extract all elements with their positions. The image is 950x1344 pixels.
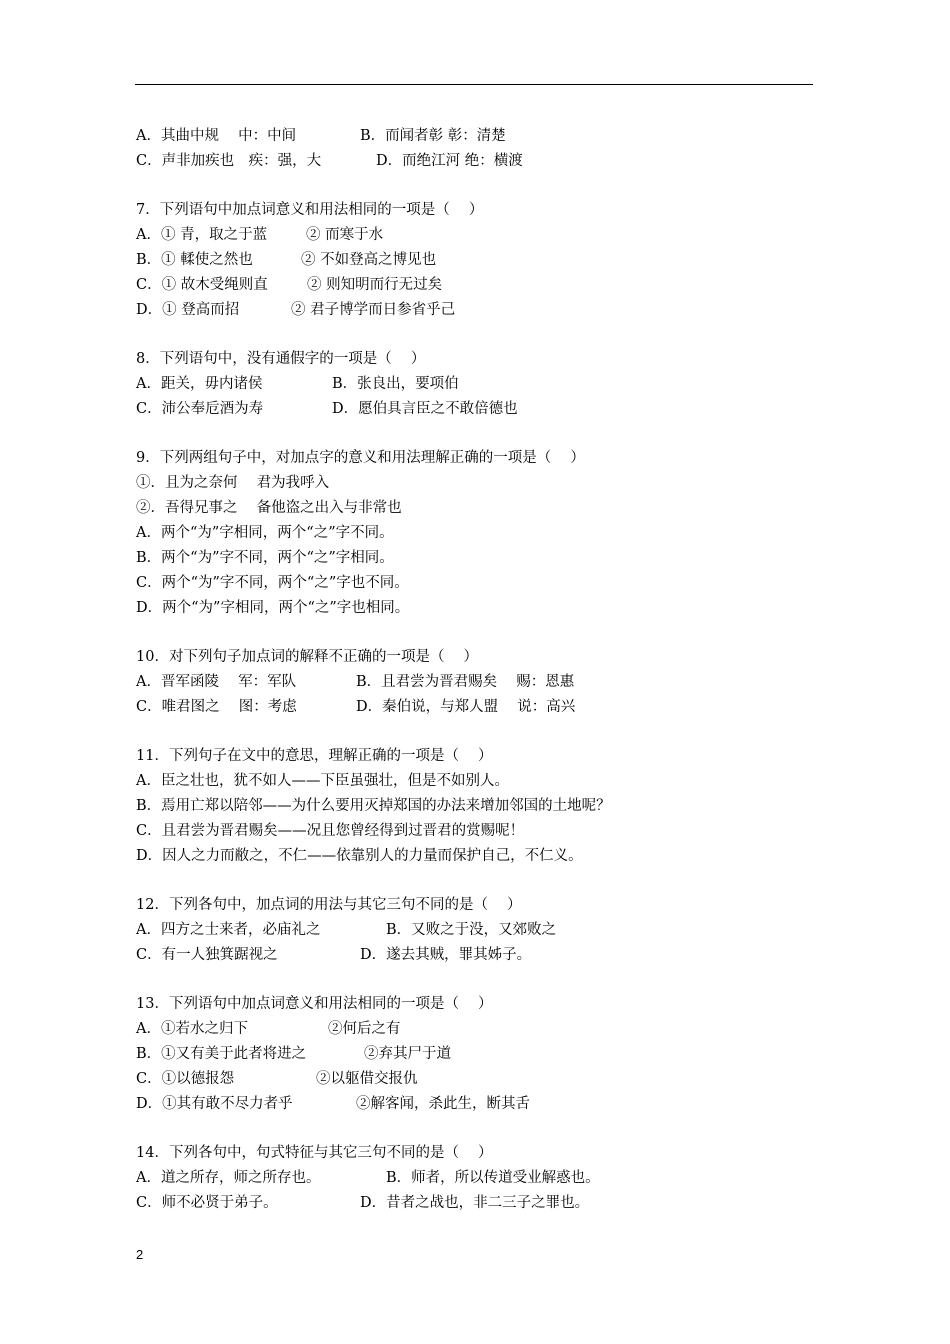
line-text: B．焉用亡郑以陪邻——为什么要用灭掉郑国的办法来增加邻国的土地呢？ [136, 798, 611, 814]
text-line [136, 471, 816, 496]
option-text: ② 而寒于水 [306, 227, 384, 243]
text-line [136, 546, 816, 571]
option-text: D．秦伯说，与郑人盟 说：高兴 [356, 699, 576, 715]
option-text: ②弃其尸于道 [364, 1046, 451, 1062]
line-text: A．四方之士来者，必庙礼之 [136, 922, 321, 938]
line-text: ①．且为之奈何 君为我呼入 [136, 475, 330, 491]
option-text: D．遂去其贼，罪其姊子。 [360, 947, 532, 963]
line-text: 10．对下列句子加点词的解释不正确的一项是（ ） [136, 649, 479, 665]
text-line [136, 918, 816, 943]
text-line [136, 1067, 816, 1092]
question-stem [136, 645, 816, 670]
document-body [136, 124, 816, 1216]
question-stem [136, 1141, 816, 1166]
line-text: C．①以德报怨 [136, 1071, 235, 1087]
option-text: ②何后之有 [328, 1021, 401, 1037]
text-line [136, 943, 816, 968]
option-text: B．张良出，要项伯 [332, 376, 459, 392]
text-line [136, 149, 816, 174]
option-text: ② 则知明而行无过矣 [307, 277, 443, 293]
line-text: A．距关，毋内诸侯 [136, 376, 263, 392]
line-text: B．①又有美于此者将进之 [136, 1046, 307, 1062]
line-text: C．师不必贤于弟子。 [136, 1195, 278, 1211]
header-rule [135, 84, 813, 85]
line-text: C．沛公奉卮酒为寿 [136, 401, 264, 417]
line-text: 8．下列语句中，没有通假字的一项是（ ） [136, 351, 426, 367]
line-text: 7．下列语句中加点词意义和用法相同的一项是（ ） [136, 202, 484, 218]
line-text: 11．下列句子在文中的意思，理解正确的一项是（ ） [136, 748, 493, 764]
option-text: D．愿伯具言臣之不敢倍德也 [332, 401, 518, 417]
text-line [136, 223, 816, 248]
text-line [136, 521, 816, 546]
question-stem [136, 893, 816, 918]
line-text: C．有一人独箕踞视之 [136, 947, 278, 963]
question-stem [136, 347, 816, 372]
text-line [136, 372, 816, 397]
text-line [136, 397, 816, 422]
line-text: 14．下列各句中，句式特征与其它三句不同的是（ ） [136, 1145, 493, 1161]
line-text: D．① 登高而招 [136, 302, 240, 318]
text-line [136, 298, 816, 323]
line-text: 13．下列语句中加点词意义和用法相同的一项是（ ） [136, 996, 493, 1012]
text-line [136, 769, 816, 794]
line-text: B．两个“为”字不同，两个“之”字相同。 [136, 550, 394, 566]
text-line [136, 695, 816, 720]
option-text: D．而绝江河 绝：横渡 [376, 153, 523, 169]
text-line [136, 819, 816, 844]
line-text: A．①若水之归下 [136, 1021, 248, 1037]
line-text: C．两个“为”字不同，两个“之”字也不同。 [136, 575, 409, 591]
line-text: D．①其有敢不尽力者乎 [136, 1096, 293, 1112]
line-text: 9．下列两组句子中，对加点字的意义和用法理解正确的一项是（ ） [136, 450, 585, 466]
text-line [136, 1166, 816, 1191]
line-text: A．① 青，取之于蓝 [136, 227, 268, 243]
option-text: ② 不如登高之博见也 [301, 252, 437, 268]
line-text: A．晋军函陵 军：军队 [136, 674, 297, 690]
line-text: A．道之所存，师之所存也。 [136, 1170, 321, 1186]
text-line [136, 670, 816, 695]
line-text: A．臣之壮也，犹不如人——下臣虽强壮，但是不如别人。 [136, 773, 509, 789]
option-text: B．师者，所以传道受业解惑也。 [386, 1170, 600, 1186]
question-stem [136, 992, 816, 1017]
option-text: B．又败之于没，又郊败之 [386, 922, 557, 938]
text-line [136, 844, 816, 869]
text-line [136, 1042, 816, 1067]
line-text: D．两个“为”字相同，两个“之”字也相同。 [136, 600, 410, 616]
text-line [136, 496, 816, 521]
text-line [136, 248, 816, 273]
option-text: D．昔者之战也，非二三子之罪也。 [360, 1195, 590, 1211]
text-line [136, 273, 816, 298]
question-stem [136, 198, 816, 223]
text-line [136, 794, 816, 819]
question-stem [136, 744, 816, 769]
option-text: ②以躯借交报仇 [316, 1071, 418, 1087]
line-text: A．两个“为”字相同，两个“之”字不同。 [136, 525, 394, 541]
text-line [136, 1092, 816, 1117]
text-line [136, 1017, 816, 1042]
line-text: A．其曲中规 中：中间 [136, 128, 297, 144]
text-line [136, 571, 816, 596]
line-text: D．因人之力而敝之，不仁——依靠别人的力量而保护自己，不仁义。 [136, 848, 583, 864]
line-text: C．① 故木受绳则直 [136, 277, 268, 293]
option-text: ②解客闻，杀此生，断其舌 [356, 1096, 530, 1112]
text-line [136, 1191, 816, 1216]
option-text: ② 君子博学而日参省乎己 [291, 302, 456, 318]
line-text: ②．吾得兄事之 备他盗之出入与非常也 [136, 500, 402, 516]
page-number: 2 [136, 1247, 144, 1262]
option-text: B．且君尝为晋君赐矣 赐：恩惠 [356, 674, 575, 690]
option-text: B．而闻者彰 彰：清楚 [360, 128, 506, 144]
text-line [136, 124, 816, 149]
line-text: 12．下列各句中，加点词的用法与其它三句不同的是（ ） [136, 897, 522, 913]
question-stem [136, 446, 816, 471]
line-text: C．声非加疾也 疾：强，大 [136, 153, 322, 169]
line-text: B．① 輮使之然也 [136, 252, 253, 268]
line-text: C．唯君图之 图：考虑 [136, 699, 297, 715]
line-text: C．且君尝为晋君赐矣——况且您曾经得到过晋君的赏赐呢！ [136, 823, 525, 839]
text-line [136, 596, 816, 621]
